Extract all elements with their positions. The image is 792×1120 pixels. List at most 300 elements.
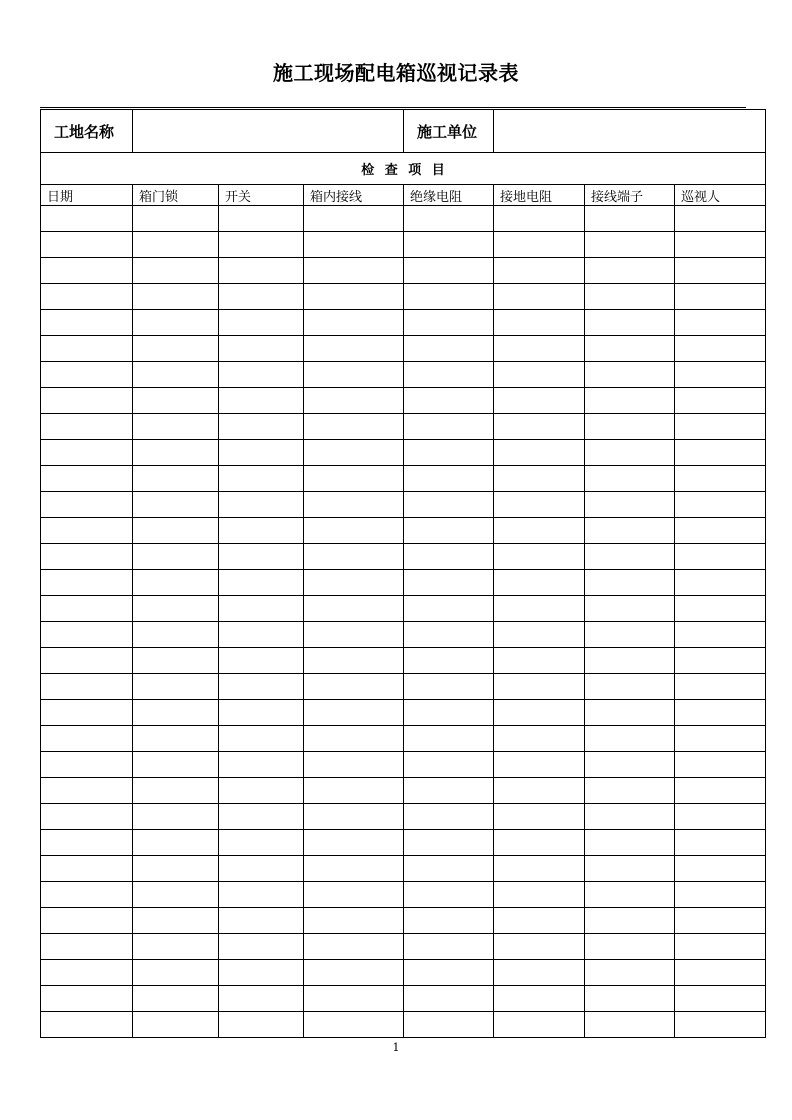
table-cell[interactable] (41, 466, 133, 492)
table-cell[interactable] (219, 934, 304, 960)
table-cell[interactable] (133, 804, 219, 830)
construction-unit-label: 施工单位 (404, 110, 494, 153)
table-cell[interactable] (404, 284, 494, 310)
table-cell[interactable] (304, 414, 404, 440)
table-cell[interactable] (494, 206, 585, 232)
table-cell[interactable] (219, 648, 304, 674)
table-cell[interactable] (304, 388, 404, 414)
table-cell[interactable] (41, 622, 133, 648)
table-cell[interactable] (41, 856, 133, 882)
table-cell[interactable] (219, 622, 304, 648)
table-cell[interactable] (133, 1012, 219, 1038)
table-cell[interactable] (494, 310, 585, 336)
table-cell[interactable] (304, 726, 404, 752)
table-cell[interactable] (133, 830, 219, 856)
table-cell[interactable] (304, 570, 404, 596)
table-cell[interactable] (219, 830, 304, 856)
table-cell[interactable] (494, 726, 585, 752)
table-cell[interactable] (585, 700, 675, 726)
table-cell[interactable] (41, 674, 133, 700)
table-cell[interactable] (219, 388, 304, 414)
table-cell[interactable] (404, 648, 494, 674)
table-cell[interactable] (585, 908, 675, 934)
table-cell[interactable] (404, 960, 494, 986)
table-cell[interactable] (675, 700, 766, 726)
table-cell[interactable] (675, 648, 766, 674)
table-cell[interactable] (219, 232, 304, 258)
table-cell[interactable] (219, 882, 304, 908)
table-cell[interactable] (219, 310, 304, 336)
table-cell[interactable] (404, 830, 494, 856)
table-cell[interactable] (675, 570, 766, 596)
patrol-record-table (40, 109, 766, 1038)
table-cell[interactable] (494, 336, 585, 362)
table-cell[interactable] (41, 570, 133, 596)
table-cell[interactable] (404, 622, 494, 648)
table-cell[interactable] (494, 700, 585, 726)
table-cell[interactable] (404, 362, 494, 388)
table-row (41, 232, 766, 258)
table-row (41, 908, 766, 934)
table-cell[interactable] (585, 466, 675, 492)
table-cell[interactable] (404, 986, 494, 1012)
table-cell[interactable] (675, 830, 766, 856)
table-cell[interactable] (675, 336, 766, 362)
table-cell[interactable] (304, 336, 404, 362)
page-title: 施工现场配电箱巡视记录表 (273, 61, 519, 85)
table-cell[interactable] (404, 726, 494, 752)
table-row (41, 986, 766, 1012)
table-cell[interactable] (219, 1012, 304, 1038)
table-cell[interactable] (675, 986, 766, 1012)
table-cell[interactable] (494, 882, 585, 908)
table-cell[interactable] (675, 232, 766, 258)
table-cell[interactable] (41, 596, 133, 622)
table-cell[interactable] (494, 440, 585, 466)
table-cell[interactable] (585, 544, 675, 570)
table-cell[interactable] (219, 596, 304, 622)
table-cell[interactable] (404, 206, 494, 232)
table-cell[interactable] (304, 310, 404, 336)
site-name-field[interactable] (133, 110, 404, 153)
table-cell[interactable] (41, 908, 133, 934)
table-cell[interactable] (494, 622, 585, 648)
table-cell[interactable] (494, 362, 585, 388)
table-cell[interactable] (404, 778, 494, 804)
table-cell[interactable] (41, 648, 133, 674)
table-cell[interactable] (675, 882, 766, 908)
table-cell[interactable] (494, 466, 585, 492)
table-cell[interactable] (585, 492, 675, 518)
table-cell[interactable] (133, 518, 219, 544)
table-row (41, 804, 766, 830)
table-cell[interactable] (494, 596, 585, 622)
table-row (41, 830, 766, 856)
table-cell[interactable] (219, 726, 304, 752)
table-cell[interactable] (404, 674, 494, 700)
table-cell[interactable] (41, 232, 133, 258)
table-row (41, 414, 766, 440)
table-cell[interactable] (133, 492, 219, 518)
table-cell[interactable] (494, 934, 585, 960)
table-cell[interactable] (585, 284, 675, 310)
table-cell[interactable] (494, 570, 585, 596)
table-row (41, 752, 766, 778)
table-cell[interactable] (585, 622, 675, 648)
table-row (41, 466, 766, 492)
table-cell[interactable] (494, 388, 585, 414)
table-cell[interactable] (41, 960, 133, 986)
table-cell[interactable] (219, 674, 304, 700)
table-cell[interactable] (304, 648, 404, 674)
table-cell[interactable] (404, 492, 494, 518)
table-row (41, 856, 766, 882)
section-title: 检 查 项 目 (41, 153, 766, 185)
table-cell[interactable] (494, 492, 585, 518)
table-cell[interactable] (219, 336, 304, 362)
table-cell[interactable] (404, 752, 494, 778)
table-cell[interactable] (675, 310, 766, 336)
table-row (41, 518, 766, 544)
table-cell[interactable] (41, 752, 133, 778)
column-header: 巡视人 (675, 185, 766, 206)
table-cell[interactable] (404, 570, 494, 596)
column-header: 日期 (41, 185, 133, 206)
table-cell[interactable] (675, 544, 766, 570)
table-cell[interactable] (585, 258, 675, 284)
table-cell[interactable] (585, 596, 675, 622)
table-cell[interactable] (133, 570, 219, 596)
table-cell[interactable] (219, 752, 304, 778)
table-cell[interactable] (304, 804, 404, 830)
table-row (41, 778, 766, 804)
table-cell[interactable] (304, 284, 404, 310)
site-name-label: 工地名称 (41, 110, 133, 153)
table-cell[interactable] (133, 362, 219, 388)
table-cell[interactable] (675, 1012, 766, 1038)
table-cell[interactable] (133, 960, 219, 986)
table-cell[interactable] (585, 362, 675, 388)
table-cell[interactable] (585, 674, 675, 700)
table-cell[interactable] (304, 596, 404, 622)
table-cell[interactable] (585, 778, 675, 804)
table-row (41, 700, 766, 726)
table-cell[interactable] (304, 986, 404, 1012)
table-cell[interactable] (219, 804, 304, 830)
table-row (41, 544, 766, 570)
table-cell[interactable] (304, 1012, 404, 1038)
table-cell[interactable] (404, 414, 494, 440)
table-row (41, 570, 766, 596)
table-cell[interactable] (41, 284, 133, 310)
table-cell[interactable] (133, 284, 219, 310)
table-cell[interactable] (675, 466, 766, 492)
table-cell[interactable] (219, 986, 304, 1012)
table-cell[interactable] (41, 726, 133, 752)
table-cell[interactable] (219, 700, 304, 726)
table-cell[interactable] (41, 1012, 133, 1038)
table-cell[interactable] (404, 518, 494, 544)
table-cell[interactable] (494, 830, 585, 856)
table-cell[interactable] (133, 206, 219, 232)
table-cell[interactable] (404, 336, 494, 362)
table-cell[interactable] (133, 466, 219, 492)
table-row (41, 1012, 766, 1038)
table-cell[interactable] (675, 596, 766, 622)
table-cell[interactable] (133, 986, 219, 1012)
table-cell[interactable] (304, 908, 404, 934)
table-cell[interactable] (404, 700, 494, 726)
table-cell[interactable] (585, 934, 675, 960)
table-cell[interactable] (404, 544, 494, 570)
table-cell[interactable] (585, 648, 675, 674)
table-cell[interactable] (304, 544, 404, 570)
table-cell[interactable] (219, 518, 304, 544)
table-cell[interactable] (675, 518, 766, 544)
table-cell[interactable] (675, 856, 766, 882)
table-cell[interactable] (133, 596, 219, 622)
table-cell[interactable] (675, 674, 766, 700)
table-cell[interactable] (404, 882, 494, 908)
table-cell[interactable] (133, 700, 219, 726)
table-cell[interactable] (304, 492, 404, 518)
table-row (41, 960, 766, 986)
table-cell[interactable] (494, 908, 585, 934)
table-cell[interactable] (304, 466, 404, 492)
table-cell[interactable] (41, 362, 133, 388)
table-cell[interactable] (675, 726, 766, 752)
table-cell[interactable] (41, 336, 133, 362)
table-cell[interactable] (219, 362, 304, 388)
table-cell[interactable] (304, 752, 404, 778)
table-cell[interactable] (133, 258, 219, 284)
table-row (41, 206, 766, 232)
table-cell[interactable] (133, 752, 219, 778)
table-cell[interactable] (494, 544, 585, 570)
table-cell[interactable] (404, 596, 494, 622)
table-cell[interactable] (494, 778, 585, 804)
table-cell[interactable] (494, 674, 585, 700)
table-cell[interactable] (41, 310, 133, 336)
table-cell[interactable] (133, 414, 219, 440)
table-cell[interactable] (133, 440, 219, 466)
table-cell[interactable] (404, 934, 494, 960)
table-cell[interactable] (404, 856, 494, 882)
table-cell[interactable] (304, 778, 404, 804)
table-cell[interactable] (41, 778, 133, 804)
table-cell[interactable] (304, 960, 404, 986)
table-cell[interactable] (585, 726, 675, 752)
table-cell[interactable] (133, 336, 219, 362)
table-cell[interactable] (404, 388, 494, 414)
table-cell[interactable] (304, 830, 404, 856)
table-cell[interactable] (404, 804, 494, 830)
table-cell[interactable] (585, 960, 675, 986)
table-cell[interactable] (494, 284, 585, 310)
table-cell[interactable] (133, 388, 219, 414)
table-cell[interactable] (133, 778, 219, 804)
table-cell[interactable] (133, 310, 219, 336)
table-cell[interactable] (219, 492, 304, 518)
table-cell[interactable] (41, 440, 133, 466)
table-row (41, 674, 766, 700)
table-cell[interactable] (675, 752, 766, 778)
table-cell[interactable] (133, 908, 219, 934)
table-cell[interactable] (494, 752, 585, 778)
table-cell[interactable] (585, 1012, 675, 1038)
table-cell[interactable] (41, 934, 133, 960)
table-cell[interactable] (133, 544, 219, 570)
table-cell[interactable] (585, 986, 675, 1012)
table-cell[interactable] (675, 258, 766, 284)
table-cell[interactable] (219, 544, 304, 570)
table-cell[interactable] (585, 206, 675, 232)
table-cell[interactable] (494, 648, 585, 674)
page-number: 1 (392, 1041, 400, 1054)
table-cell[interactable] (675, 362, 766, 388)
table-cell[interactable] (585, 518, 675, 544)
table-cell[interactable] (675, 778, 766, 804)
table-row (41, 882, 766, 908)
column-header: 绝缘电阻 (404, 185, 494, 206)
column-header: 开关 (219, 185, 304, 206)
table-cell[interactable] (675, 908, 766, 934)
table-cell[interactable] (675, 206, 766, 232)
table-cell[interactable] (585, 440, 675, 466)
table-cell[interactable] (219, 414, 304, 440)
table-cell[interactable] (675, 960, 766, 986)
table-row (41, 284, 766, 310)
table-cell[interactable] (404, 908, 494, 934)
table-cell[interactable] (675, 804, 766, 830)
table-cell[interactable] (494, 1012, 585, 1038)
table-row (41, 492, 766, 518)
table-cell[interactable] (585, 856, 675, 882)
table-cell[interactable] (675, 440, 766, 466)
table-cell[interactable] (41, 388, 133, 414)
table-cell[interactable] (585, 414, 675, 440)
table-cell[interactable] (304, 440, 404, 466)
table-cell[interactable] (585, 882, 675, 908)
table-cell[interactable] (494, 414, 585, 440)
table-cell[interactable] (585, 752, 675, 778)
table-cell[interactable] (404, 466, 494, 492)
table-row (41, 362, 766, 388)
table-cell[interactable] (585, 388, 675, 414)
table-cell[interactable] (304, 882, 404, 908)
table-cell[interactable] (304, 362, 404, 388)
table-cell[interactable] (585, 830, 675, 856)
table-row (41, 336, 766, 362)
table-row (41, 726, 766, 752)
table-cell[interactable] (675, 284, 766, 310)
table-cell[interactable] (304, 674, 404, 700)
table-cell[interactable] (304, 518, 404, 544)
table-cell[interactable] (219, 960, 304, 986)
table-cell[interactable] (494, 232, 585, 258)
table-cell[interactable] (304, 232, 404, 258)
table-cell[interactable] (41, 700, 133, 726)
table-cell[interactable] (41, 544, 133, 570)
table-cell[interactable] (219, 206, 304, 232)
table-cell[interactable] (219, 466, 304, 492)
info-row (41, 110, 766, 153)
table-cell[interactable] (494, 960, 585, 986)
table-cell[interactable] (41, 414, 133, 440)
table-cell[interactable] (675, 622, 766, 648)
table-cell[interactable] (304, 856, 404, 882)
table-cell[interactable] (304, 700, 404, 726)
table-cell[interactable] (404, 1012, 494, 1038)
table-cell[interactable] (585, 310, 675, 336)
table-cell[interactable] (41, 804, 133, 830)
table-cell[interactable] (304, 258, 404, 284)
table-row (41, 258, 766, 284)
table-cell[interactable] (219, 908, 304, 934)
table-cell[interactable] (41, 986, 133, 1012)
column-header: 接地电阻 (494, 185, 585, 206)
table-cell[interactable] (404, 258, 494, 284)
table-cell[interactable] (675, 388, 766, 414)
table-cell[interactable] (675, 414, 766, 440)
title-rule (40, 107, 746, 108)
table-cell[interactable] (219, 570, 304, 596)
table-cell[interactable] (219, 284, 304, 310)
table-cell[interactable] (219, 440, 304, 466)
table-cell[interactable] (585, 570, 675, 596)
table-cell[interactable] (41, 518, 133, 544)
table-cell[interactable] (133, 856, 219, 882)
table-cell[interactable] (494, 258, 585, 284)
table-cell[interactable] (404, 440, 494, 466)
table-cell[interactable] (675, 492, 766, 518)
table-cell[interactable] (494, 986, 585, 1012)
table-cell[interactable] (219, 778, 304, 804)
table-row (41, 648, 766, 674)
column-header-row (41, 185, 766, 206)
table-cell[interactable] (494, 804, 585, 830)
table-cell[interactable] (585, 232, 675, 258)
table-cell[interactable] (41, 882, 133, 908)
table-cell[interactable] (41, 258, 133, 284)
table-cell[interactable] (133, 648, 219, 674)
table-row (41, 388, 766, 414)
table-cell[interactable] (41, 830, 133, 856)
table-cell[interactable] (41, 206, 133, 232)
construction-unit-field[interactable] (494, 110, 766, 153)
table-cell[interactable] (494, 518, 585, 544)
table-cell[interactable] (219, 258, 304, 284)
table-cell[interactable] (585, 804, 675, 830)
table-cell[interactable] (404, 232, 494, 258)
table-cell[interactable] (41, 492, 133, 518)
table-cell[interactable] (133, 622, 219, 648)
table-cell[interactable] (133, 232, 219, 258)
table-cell[interactable] (304, 934, 404, 960)
table-cell[interactable] (133, 934, 219, 960)
table-cell[interactable] (219, 856, 304, 882)
table-cell[interactable] (675, 934, 766, 960)
table-row (41, 934, 766, 960)
table-cell[interactable] (133, 882, 219, 908)
table-cell[interactable] (494, 856, 585, 882)
table-cell[interactable] (304, 206, 404, 232)
table-cell[interactable] (404, 310, 494, 336)
table-cell[interactable] (585, 336, 675, 362)
table-cell[interactable] (133, 674, 219, 700)
table-cell[interactable] (133, 726, 219, 752)
table-cell[interactable] (304, 622, 404, 648)
